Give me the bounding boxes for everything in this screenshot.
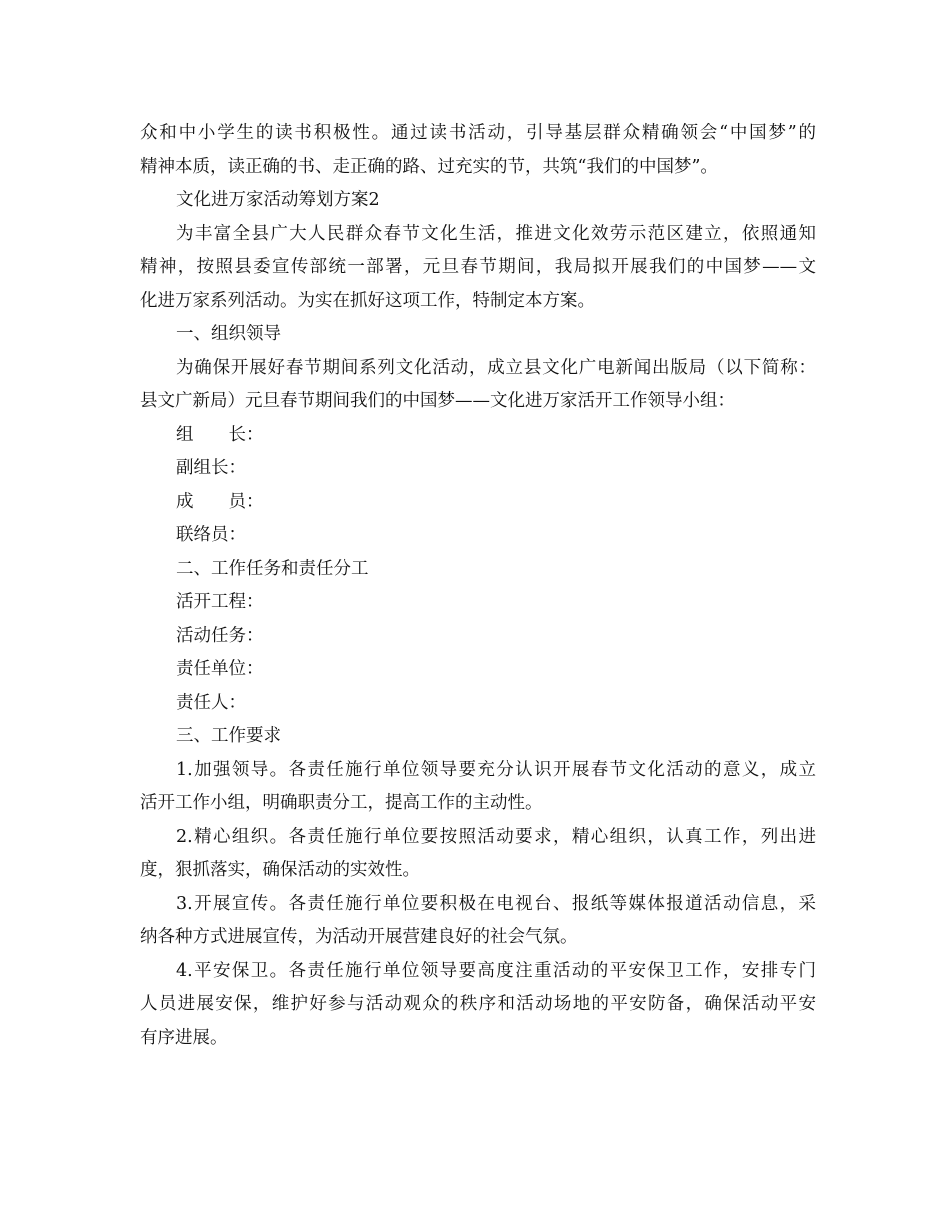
text-line: 责任单位： — [176, 659, 264, 679]
text-line: 组 长： — [176, 424, 264, 445]
text-line: 为丰富全县广大人民群众春节文化生活，推进文化效劳示范区建立，依照通知 — [176, 223, 816, 244]
text-line: 成 员： — [176, 491, 264, 512]
text-line: 为确保开展好春节期间系列文化活动，成立县文化广电新闻出版局（以下简称： — [176, 357, 816, 378]
text-line: 责任人： — [176, 692, 246, 713]
text-line: 活动任务： — [176, 625, 264, 646]
text-line: 活开工作小组，明确职责分工，提高工作的主动性。 — [140, 793, 543, 813]
text-line: 活开工程： — [176, 592, 264, 612]
text-line: 众和中小学生的读书积极性。通过读书活动，引导基层群众精确领会“中国梦”的 — [140, 123, 816, 143]
text-line: 2.精心组织。各责任施行单位要按照活动要求，精心组织，认真工作，列出进 — [176, 826, 816, 847]
text-line: 1.加强领导。各责任施行单位领导要充分认识开展春节文化活动的意义，成立 — [176, 759, 816, 780]
text-line: 一、组织领导 — [176, 324, 281, 344]
text-line: 有序进展。 — [140, 1027, 228, 1048]
text-line: 文化进万家活动筹划方案2 — [176, 190, 380, 210]
text-line: 3.开展宣传。各责任施行单位要积极在电视台、报纸等媒体报道活动信息，采 — [176, 893, 816, 914]
text-line: 化进万家系列活动。为实在抓好这项工作，特制定本方案。 — [140, 290, 595, 311]
text-line: 联络员： — [176, 525, 246, 545]
text-line: 纳各种方式进展宣传，为活动开展营建良好的社会气氛。 — [140, 927, 578, 947]
text-line: 精神本质，读正确的书、走正确的路、过充实的节，共筑“我们的中国梦”。 — [140, 156, 718, 177]
text-line: 人员进展安保，维护好参与活动观众的秩序和活动场地的平安防备，确保活动平安 — [140, 994, 816, 1014]
text-line: 度，狠抓落实，确保活动的实效性。 — [140, 860, 420, 880]
text-line: 精神，按照县委宣传部统一部署，元旦春节期间，我局拟开展我们的中国梦——文 — [140, 257, 816, 277]
document-body — [140, 117, 816, 1055]
text-line: 4.平安保卫。各责任施行单位领导要高度注重活动的平安保卫工作，安排专门 — [176, 960, 816, 981]
text-line: 县文广新局）元旦春节期间我们的中国梦——文化进万家活开工作领导小组： — [140, 391, 735, 411]
text-line: 三、工作要求 — [176, 726, 281, 746]
text-line: 副组长： — [176, 458, 246, 478]
text-line: 二、工作任务和责任分工 — [176, 558, 369, 579]
